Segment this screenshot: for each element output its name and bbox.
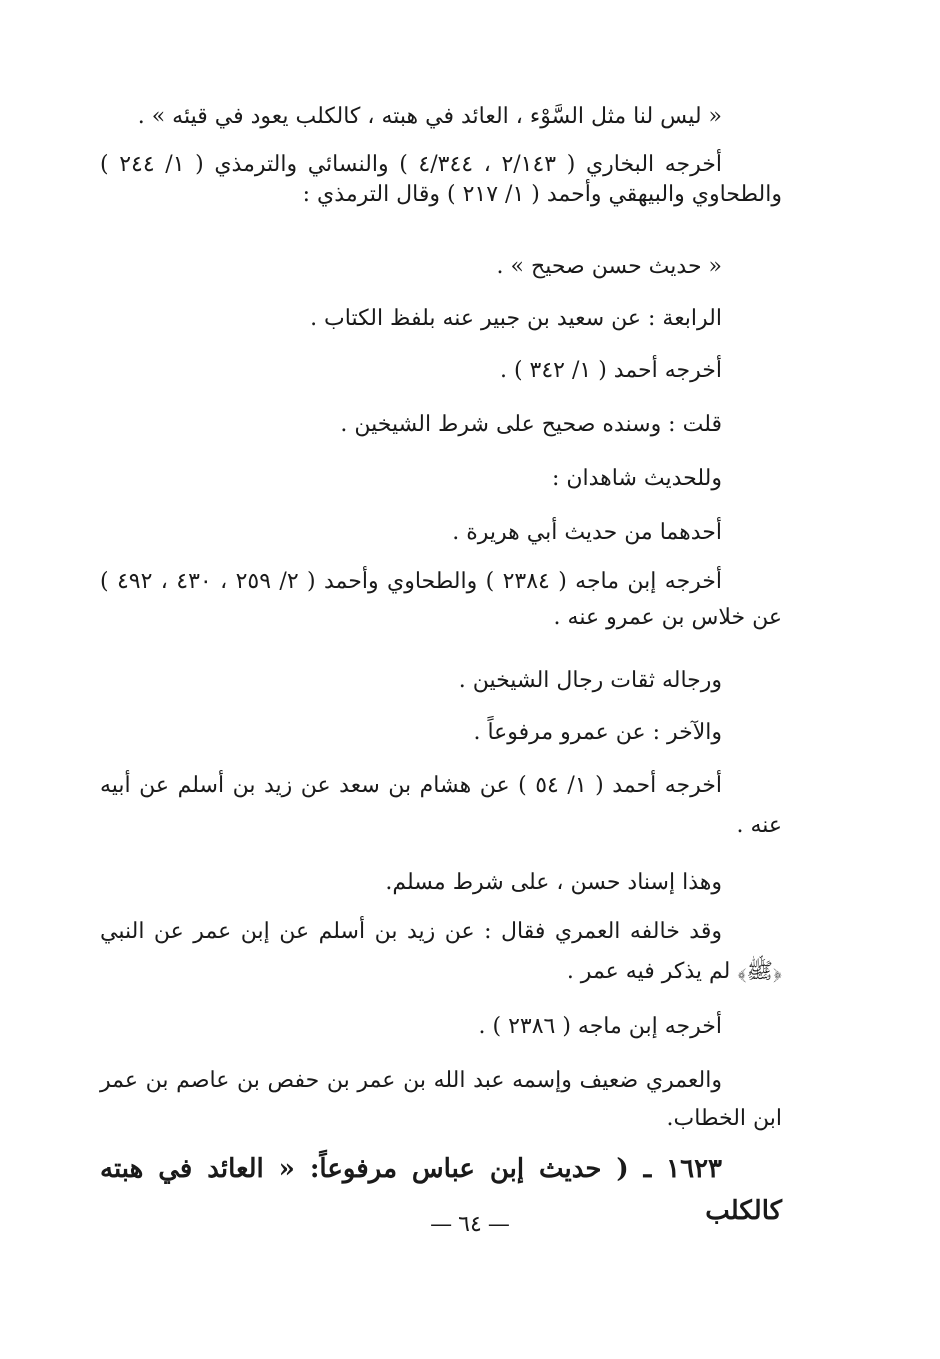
paragraph-isnad-sahih (100, 404, 782, 446)
paragraph-quote-hadith (100, 96, 782, 138)
heading-text: ١٦٢٣ ـ ( حديث إبن عباس مرفوعاً: « العائد في هبته كالكلب (100, 1154, 782, 1226)
paragraph-text: « حديث حسن صحيح » . (496, 254, 722, 279)
paragraph-text: والآخر : عن عمرو مرفوعاً . (473, 720, 722, 745)
paragraph-ibn-majah-takhrij-1 (100, 564, 782, 636)
paragraph-text: أخرجه إبن ماجه ( ٢٣٨٦ ) . (478, 1014, 722, 1039)
paragraph-hasan-sahih (100, 246, 782, 288)
paragraph-text: ورجاله ثقات رجال الشيخين . (458, 668, 722, 693)
paragraph-text: والعمري ضعيف وإسمه عبد الله بن عمر بن حفص بن عاصم بن عمر ابن الخطاب. (100, 1068, 782, 1131)
paragraph-narrators-reliable (100, 660, 782, 702)
page-number-value: ٦٤ (458, 1212, 482, 1237)
paragraph-isnad-hasan (100, 862, 782, 904)
paragraph-text: وللحديث شاهدان : (551, 466, 722, 491)
paragraph-ahmad-takhrij-2 (100, 766, 782, 846)
paragraph-ahmad-takhrij-1 (100, 350, 782, 392)
paragraph-text: أخرجه إبن ماجه ( ٢٣٨٤ ) والطحاوي وأحمد ( ٢/ ٢٥٩ ، ٤٣٠ ، ٤٩٢ ) عن خلاس بن عمرو عنه . (100, 569, 782, 630)
paragraph-abu-hurayra (100, 512, 782, 554)
paragraph-text: أخرجه أحمد ( ١/ ٣٤٢ ) . (499, 358, 722, 383)
page-number-dash-left: — (487, 1212, 510, 1237)
paragraph-two-witnesses (100, 458, 782, 500)
paragraph-text: أحدهما من حديث أبي هريرة . (452, 520, 722, 545)
paragraph-text: قلت : وسنده صحيح على شرط الشيخين . (340, 412, 722, 437)
page-number (0, 1212, 940, 1237)
paragraph-umari-contradiction (100, 912, 782, 992)
paragraph-second-witness (100, 712, 782, 754)
paragraph-text: وهذا إسناد حسن ، على شرط مسلم. (385, 870, 722, 895)
paragraph-text: وقد خالفه العمري فقال : عن زيد بن أسلم عن إبن عمر عن النبي ﴿ﷺ﴾ لم يذكر فيه عمر . (100, 919, 782, 984)
paragraph-bukhari-takhrij (100, 150, 782, 210)
paragraph-text: أخرجه البخاري ( ٢/١٤٣ ، ٤/٣٤٤ ) والنسائي والترمذي ( ١/ ٢٤٤ ) والطحاوي والبيهقي وأحمد ( ١/ ٢١٧ ) وقال الترمذي : (100, 152, 782, 207)
paragraph-umari-weak (100, 1062, 782, 1138)
paragraph-text: الرابعة : عن سعيد بن جبير عنه بلفظ الكتاب . (310, 306, 722, 331)
paragraph-text: « ليس لنا مثل السَّوْء ، العائد في هبته ، كالكلب يعود في قيئه » . (137, 104, 722, 129)
paragraph-ibn-majah-takhrij-2 (100, 1006, 782, 1048)
paragraph-fourth-route (100, 298, 782, 340)
paragraph-text: أخرجه أحمد ( ١/ ٥٤ ) عن هشام بن سعد عن زيد بن أسلم عن أبيه عنه . (100, 773, 782, 838)
page-number-dash-right: — (430, 1212, 453, 1237)
